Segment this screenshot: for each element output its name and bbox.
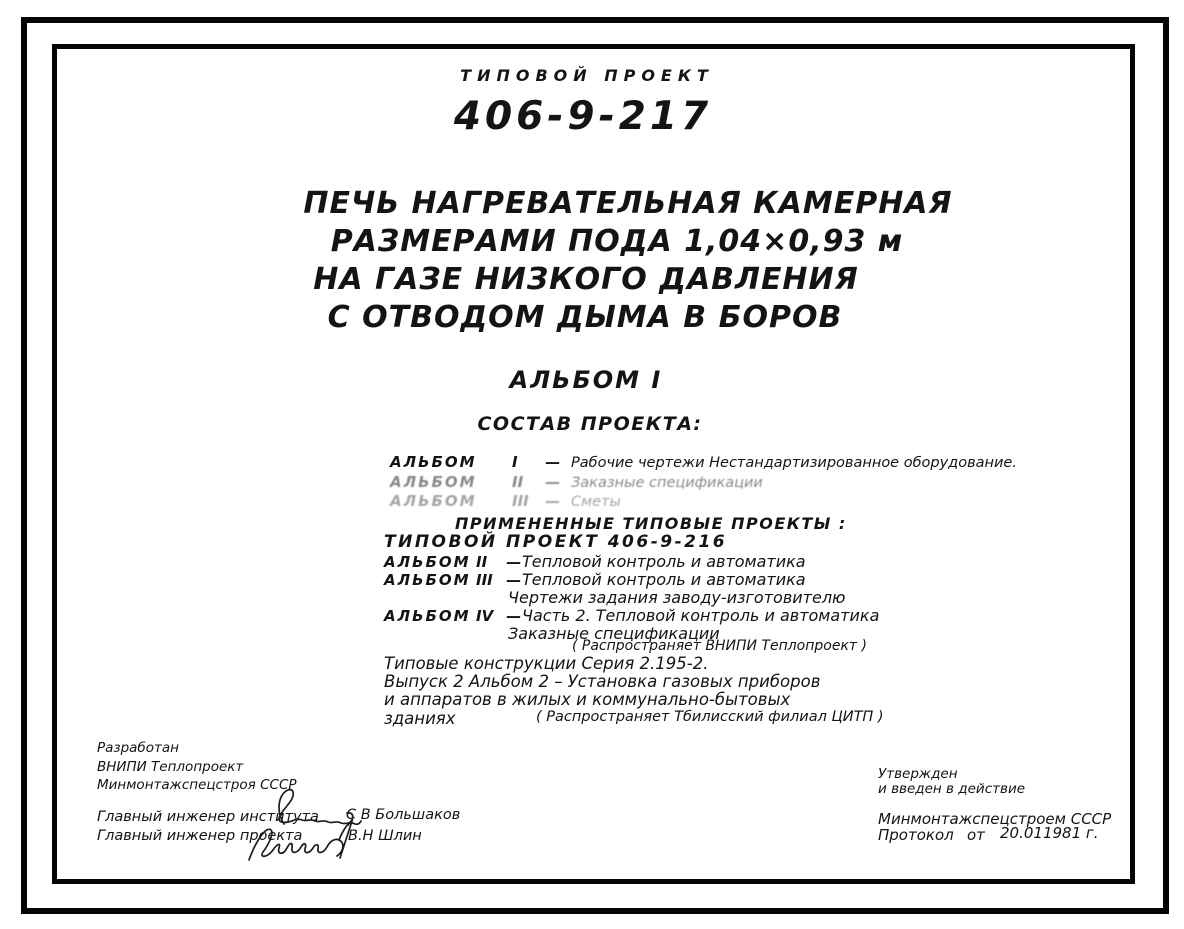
album-description: Заказные спецификации (571, 475, 763, 491)
album-numeral: II (512, 473, 524, 491)
album-description-continuation: Заказные спецификации (508, 624, 720, 643)
protocol-from-label: от (967, 826, 985, 844)
album-description: Тепловой контроль и автоматика (522, 570, 806, 589)
applied-project-number-line: ТИПОВОЙ ПРОЕКТ 406-9-216 (384, 532, 728, 552)
album-numeral: I (512, 453, 518, 471)
distributor-note-vnipi: ( Распространяет ВНИПИ Теплопроект ) (572, 638, 867, 654)
dash: — (506, 553, 521, 571)
album-description: Тепловой контроль и автоматика (522, 552, 806, 571)
album-description: Часть 2. Тепловой контроль и автоматика (522, 606, 880, 625)
album-label: АЛЬБОМ (390, 492, 477, 510)
album-label: АЛЬБОМ (384, 571, 471, 589)
chief-engineer-project-signature (243, 818, 358, 866)
composition-album-row (390, 492, 621, 510)
album-heading: АЛЬБОМ I (509, 366, 663, 394)
applied-projects-heading: ПРИМЕНЕННЫЕ ТИПОВЫЕ ПРОЕКТЫ : (455, 514, 847, 533)
protocol-label: Протокол (878, 826, 954, 844)
composition-album-row (390, 453, 1017, 471)
composition-heading: СОСТАВ ПРОЕКТА: (477, 413, 703, 435)
protocol-date: 20.011981 г. (1000, 824, 1099, 842)
album-numeral: III (476, 571, 493, 589)
main-title-line-2: РАЗМЕРАМИ ПОДА 1,04×0,93 м (330, 224, 904, 259)
dash: — (545, 453, 560, 471)
developer-institute: ВНИПИ Теплопроект (97, 759, 244, 775)
standard-constructions-line-1: Типовые конструкции Серия 2.195-2. (384, 654, 709, 673)
developed-by-label: Разработан (97, 740, 179, 756)
approved-label: Утвержден (878, 766, 958, 782)
album-description: Сметы (571, 494, 621, 510)
dash: — (545, 492, 560, 510)
document-kind-label: ТИПОВОЙ ПРОЕКТ (460, 66, 714, 85)
approving-ministry: Минмонтажспецстроем СССР (878, 810, 1112, 828)
dash: — (545, 473, 560, 491)
album-numeral: III (512, 492, 529, 510)
standard-constructions-line-2: Выпуск 2 Альбом 2 – Установка газовых приборов (384, 672, 821, 691)
chief-engineer-project-label: Главный инженер проекта (97, 828, 303, 844)
album-label: АЛЬБОМ (384, 553, 471, 571)
chief-engineer-institute-label: Главный инженер института (97, 809, 319, 825)
chief-engineer-project-name: В.Н Шлин (348, 828, 422, 844)
album-label: АЛЬБОМ (390, 473, 477, 491)
applied-album-row (384, 606, 879, 625)
distributor-note-citp: ( Распространяет Тбилисский филиал ЦИТП ) (536, 709, 884, 725)
main-title-line-1: ПЕЧЬ НАГРЕВАТЕЛЬНАЯ КАМЕРНАЯ (303, 186, 953, 221)
project-number: 406-9-217 (453, 94, 713, 139)
album-description: Рабочие чертежи Нестандартизированное оборудование. (571, 455, 1017, 471)
main-title-line-3: НА ГАЗЕ НИЗКОГО ДАВЛЕНИЯ (313, 262, 859, 297)
dash: — (506, 607, 521, 625)
chief-engineer-institute-name: С В Большаков (346, 807, 461, 823)
album-numeral: IV (476, 607, 494, 625)
standard-constructions-line-3: и аппаратов в жилых и коммунально-бытовых (384, 690, 791, 709)
album-label: АЛЬБОМ (390, 453, 477, 471)
album-description-continuation: Чертежи задания заводу-изготовителю (508, 588, 846, 607)
applied-album-row (384, 570, 806, 589)
approved-enacted-label: и введен в действие (878, 781, 1026, 797)
developer-ministry: Минмонтажспецстроя СССР (97, 777, 297, 793)
standard-constructions-line-4: зданиях (384, 709, 456, 728)
main-title-line-4: С ОТВОДОМ ДЫМА В БОРОВ (327, 300, 843, 335)
album-numeral: II (476, 553, 488, 571)
composition-album-row (390, 473, 763, 491)
dash: — (506, 571, 521, 589)
album-label: АЛЬБОМ (384, 607, 471, 625)
applied-album-row (384, 552, 806, 571)
